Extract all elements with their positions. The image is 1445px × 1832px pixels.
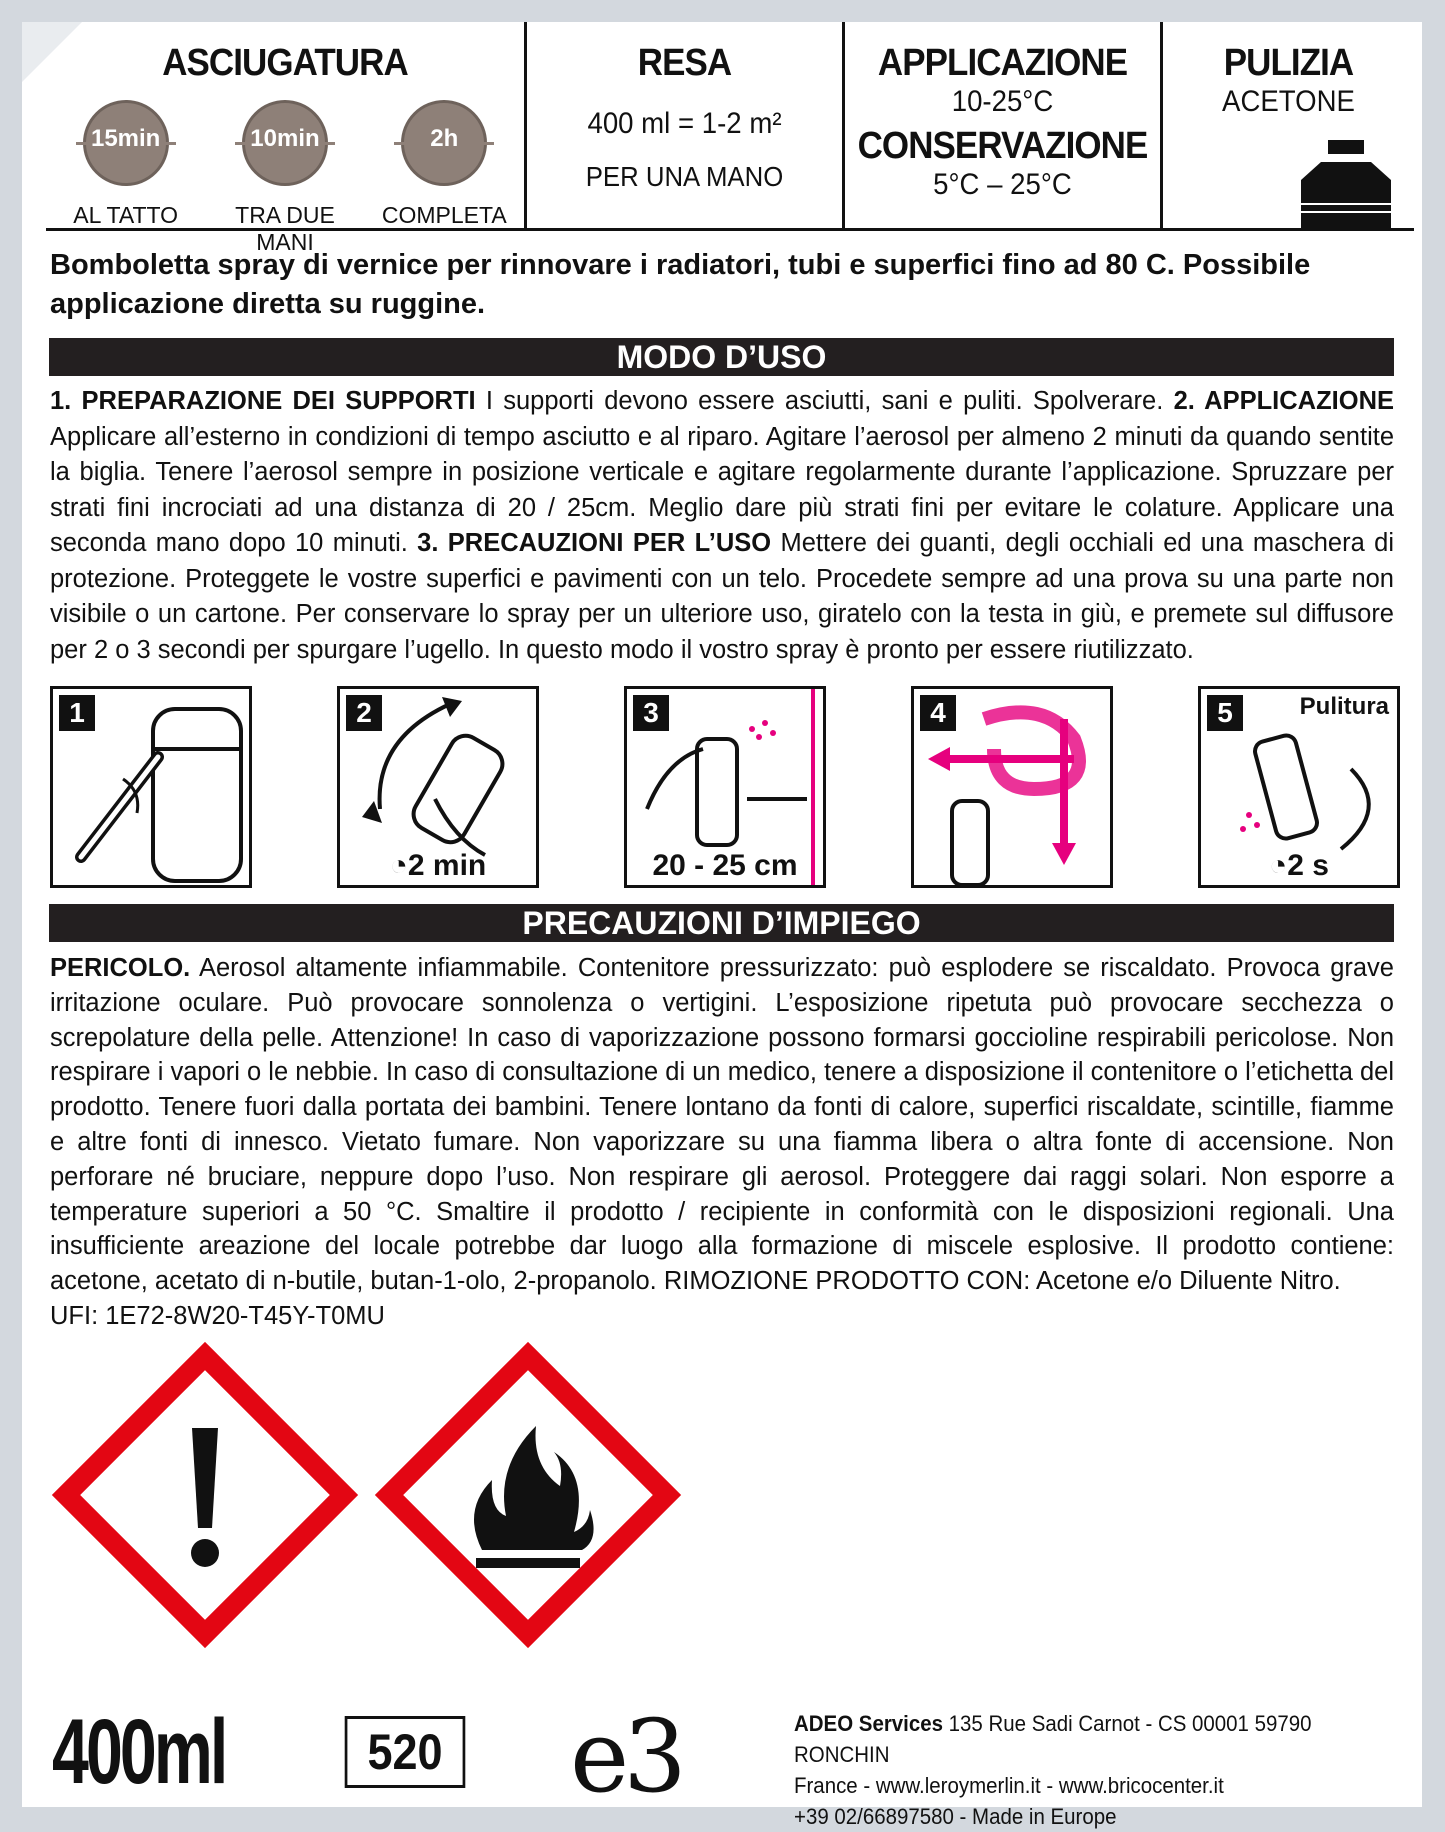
hazard-statements: Aerosol altamente infiammabile. Contenitore pressurizzato: può esplodere se riscaldato. Provoca grave irritazione oculare. Può provocare sonnolenza o vertigini. L’esposizione ripetuta può provocare secchezza o screpolature della pelle. Attenzione! In caso di vaporizzazione possono formarsi goccioline respirabili pericolose. Non respirare i vapori o le nebbie. In caso di consultazione di un medico, tenere a disposizione il contenitore o l’etichetta del prodotto. Tenere fuori dalla portata dei bambini. Tenere lontano da fonti di calore, superfici riscaldate, scintille, fiamme e altre fonti di innesco. Vietato fumare. Non vaporizzare su una fiamma libera o altra fonte di accensione. Non perforare né bruciare, neppure dopo l’uso. Non respirare gli aerosol. Proteggere dai raggi solari. Non esporre a temperature superiori a 50 °C. Smaltire il prodotto / recipiente in conformità con le disposizioni regionali. Una insufficiente areazione del locale potrebbe dar luogo alla formazione di miscele esplosive. Il prodotto contiene: acetone, acetato di n-butile, butan-1-olo, 2-propanolo. RIMOZIONE PRODOTTO CON: Acetone e/o Diluente Nitro.	[50, 954, 1394, 1296]
storage-temp: 5°C – 25°C	[933, 168, 1072, 201]
step-text: Mettere dei guanti, degli occhiali ed una maschera di protezione. Proteggete le vostre superfici e pavimenti con un telo. Procedete sempre ad una prova su una parte non visibile o un cartone. Per conservare lo spray per un ulteriore uso, giratelo con la testa in giù, e premete sul diffusore per 2 o 3 secondi per spurgare l’ugello. In questo modo il vostro spray è pronto per essere riutilizzato.	[50, 529, 1394, 664]
step-number: 1	[59, 695, 95, 731]
step-title: 2. APPLICAZIONE	[1173, 387, 1395, 415]
yield-title: RESA	[637, 42, 732, 84]
drying-times	[46, 100, 524, 256]
drying-time: 2h	[430, 125, 459, 152]
step-caption-text: 2 min	[407, 849, 487, 882]
application-title: APPLICAZIONE	[877, 42, 1128, 84]
storage-title: CONSERVAZIONE	[857, 125, 1148, 167]
address-line: +39 02/66897580 - Made in Europe	[794, 1804, 1117, 1829]
estimated-mark: e3	[570, 1698, 681, 1815]
application-temp: 10-25°C	[951, 85, 1054, 118]
drying-caption: TRA DUE MANI	[235, 202, 335, 255]
product-code: 520	[345, 1716, 466, 1788]
solvent-bottle-icon	[1163, 22, 1445, 228]
drying-touch	[51, 100, 201, 256]
step-title: 3. PRECAUZIONI PER L’USO	[417, 529, 772, 557]
step-caption: 20 - 25 cm	[652, 849, 798, 882]
yield-note: PER UNA MANO	[585, 161, 784, 192]
drying-complete	[369, 100, 519, 256]
flame-icon	[389, 1356, 667, 1634]
pictogram-cleaning	[1198, 686, 1400, 888]
clock-icon	[242, 100, 328, 186]
step-number: 2	[346, 695, 382, 731]
drying-caption: COMPLETA	[381, 202, 507, 228]
pictogram-distance	[624, 686, 826, 888]
company-name: ADEO Services	[794, 1711, 943, 1736]
timer-icon: ◔	[1269, 849, 1288, 882]
hazard-pictograms	[42, 1338, 742, 1668]
pictogram-cross-coats	[911, 686, 1113, 888]
address-line: France - www.leroymerlin.it - www.bricocenter.it	[794, 1773, 1224, 1798]
step-caption-text: 2 s	[1287, 849, 1329, 882]
pictogram-prepare	[50, 686, 252, 888]
cleaning-section	[1160, 22, 1414, 228]
drying-caption: AL TATTO	[73, 202, 179, 228]
drying-section	[46, 22, 524, 255]
step-number: 4	[920, 695, 956, 731]
step-caption	[1201, 849, 1397, 883]
manufacturer-address	[794, 1708, 1371, 1832]
ufi-code: UFI: 1E72-8W20-T45Y-T0MU	[50, 1301, 385, 1330]
precautions-heading: PRECAUZIONI D’IMPIEGO	[49, 904, 1394, 942]
drying-title: ASCIUGATURA	[162, 42, 408, 84]
step-title: 1. PREPARAZIONE DEI SUPPORTI	[50, 387, 476, 415]
product-label	[22, 22, 1422, 1829]
precautions-text	[50, 951, 1394, 1334]
cleaning-product: ACETONE	[1222, 85, 1355, 118]
specs-header	[46, 22, 1414, 255]
drying-between-coats	[210, 100, 360, 256]
step-text: Applicare all’esterno in condizioni di tempo asciutto e al riparo. Agitare l’aerosol per almeno 2 minuti da quando sentite la biglia. Tenere l’aerosol sempre in posizione verticale e agitare regolarmente durante l’applicazione. Spruzzare per strati fini incrociati ad una distanza di 20 / 25cm. Meglio dare più strati fini per evitare le colature. Applicare una seconda mano dopo 10 minuti.	[50, 422, 1394, 557]
pictogram-shake	[337, 686, 539, 888]
application-section	[842, 22, 1160, 228]
exclamation-mark-icon	[66, 1356, 344, 1634]
drying-time: 10min	[250, 125, 320, 152]
clock-icon	[83, 100, 169, 186]
step-number: 3	[633, 695, 669, 731]
step-number: 5	[1207, 695, 1243, 731]
drying-time: 15min	[90, 125, 161, 152]
step-text: I supporti devono essere asciutti, sani e puliti. Spolverare.	[475, 387, 1174, 415]
volume: 400ml	[52, 1701, 226, 1803]
usage-heading: MODO D’USO	[49, 338, 1394, 376]
step-caption	[340, 849, 536, 883]
timer-icon: ◔	[389, 849, 408, 882]
yield-value: 400 ml = 1-2 m²	[587, 107, 782, 140]
danger-signal: PERICOLO.	[50, 954, 191, 982]
cleaning-title: PULIZIA	[1223, 42, 1354, 84]
address-line: 135 Rue Sadi Carnot - CS 00001 59790 RONCHIN	[794, 1711, 1312, 1767]
product-description: Bomboletta spray di vernice per rinnovare i radiatori, tubi e superfici fino ad 80 C. Possibile applicazione diretta su ruggine.	[50, 249, 1311, 320]
usage-text	[50, 384, 1394, 668]
yield-section	[524, 22, 842, 228]
clock-icon	[401, 100, 487, 186]
step-title: Pulitura	[1299, 693, 1389, 720]
